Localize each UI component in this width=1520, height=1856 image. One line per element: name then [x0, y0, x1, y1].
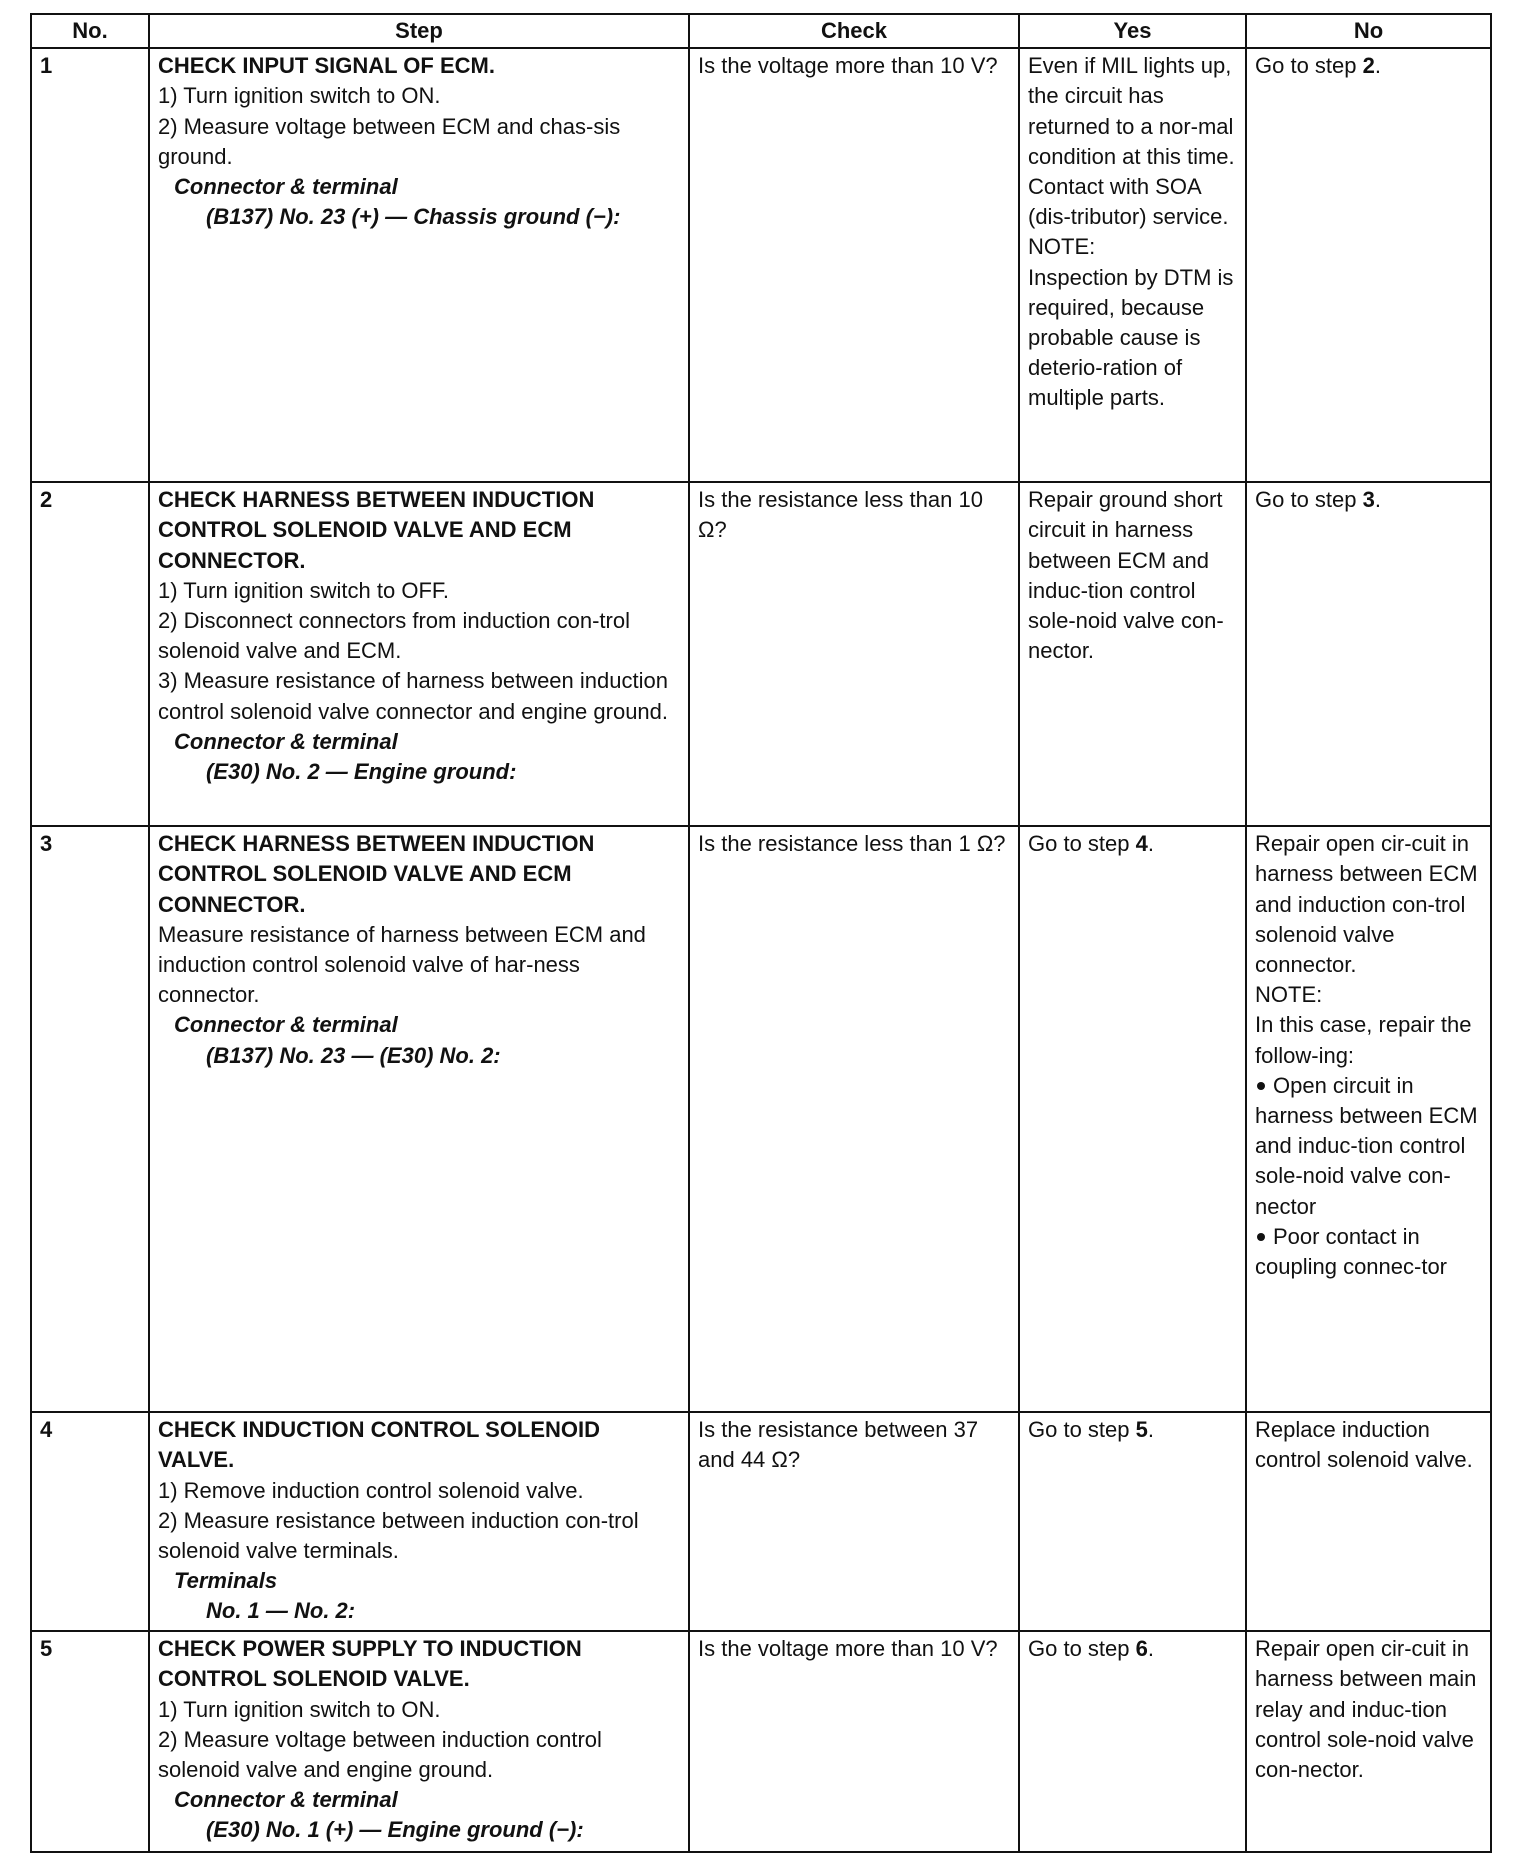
step-number: 2	[31, 482, 149, 826]
step-title: CHECK HARNESS BETWEEN INDUCTION CONTROL SOLENOID VALVE AND ECM CONNECTOR.	[158, 831, 595, 917]
no-cell	[1246, 482, 1491, 826]
bullet-icon	[1257, 1233, 1265, 1241]
no-text: Repair open cir-cuit in harness between main relay and induc-tion control sole-noid valve con-nector.	[1255, 1636, 1477, 1783]
no-suffix: .	[1374, 53, 1381, 79]
step-instruction: 1) Remove induction control solenoid valve.	[158, 1477, 584, 1503]
terminals-label: Terminals	[174, 1568, 278, 1594]
no-cell	[1246, 1412, 1491, 1631]
check-cell: Is the voltage more than 10 V?	[689, 48, 1019, 482]
yes-cell	[1019, 1631, 1246, 1852]
step-title: CHECK INPUT SIGNAL OF ECM.	[158, 53, 495, 79]
no-text: Go to step	[1255, 487, 1363, 513]
yes-cell	[1019, 48, 1246, 482]
step-instruction: 2) Measure voltage between ECM and chas-sis ground.	[158, 113, 621, 169]
connector-label: Connector & terminal	[174, 1787, 398, 1813]
step-instruction: 2) Measure voltage between induction control solenoid valve and engine ground.	[158, 1726, 602, 1783]
yes-text: Go to step	[1028, 1417, 1136, 1443]
step-number: 4	[31, 1412, 149, 1631]
step-instruction: Measure resistance of harness between ECM and induction control solenoid valve of har-ness connector.	[158, 921, 646, 1008]
yes-note-label: NOTE:	[1028, 234, 1096, 260]
step-reference: 3	[1362, 487, 1375, 513]
yes-text: Go to step	[1028, 831, 1136, 857]
connector-terminal: (E30) No. 2 — Engine ground:	[206, 759, 517, 785]
connector-label: Connector & terminal	[174, 1012, 398, 1038]
yes-text: Even if MIL lights up, the circuit has returned to a nor-mal condition at this time. Contact with SOA (dis-tributor) service.	[1028, 53, 1235, 230]
step-reference: 5	[1135, 1417, 1148, 1443]
bullet-item	[1255, 1222, 1482, 1282]
connector-terminal: (B137) No. 23 — (E30) No. 2:	[206, 1042, 501, 1068]
bullet-text: Open circuit in harness between ECM and induc-tion control sole-noid valve con-nector	[1255, 1072, 1478, 1219]
no-text: Replace induction control solenoid valve.	[1255, 1417, 1473, 1473]
step-instruction: 2) Measure resistance between induction con-trol solenoid valve terminals.	[158, 1507, 639, 1564]
table-row	[31, 1412, 1491, 1631]
yes-cell	[1019, 482, 1246, 826]
step-cell	[149, 1412, 689, 1631]
check-cell: Is the resistance between 37 and 44 Ω?	[689, 1412, 1019, 1631]
no-note-label: NOTE:	[1255, 982, 1323, 1008]
no-cell	[1246, 1631, 1491, 1852]
step-cell	[149, 482, 689, 826]
no-cell	[1246, 826, 1491, 1412]
step-title: CHECK HARNESS BETWEEN INDUCTION CONTROL SOLENOID VALVE AND ECM CONNECTOR.	[158, 487, 595, 573]
yes-cell	[1019, 1412, 1246, 1631]
step-cell	[149, 1631, 689, 1852]
yes-text: Go to step	[1028, 1636, 1136, 1662]
yes-suffix: .	[1147, 1417, 1154, 1443]
no-suffix: .	[1374, 487, 1381, 513]
yes-suffix: .	[1147, 1636, 1154, 1662]
no-note-text: In this case, repair the follow-ing:	[1255, 1012, 1472, 1068]
table-row	[31, 48, 1491, 482]
step-reference: 2	[1362, 53, 1375, 79]
table-row	[31, 826, 1491, 1412]
connector-label: Connector & terminal	[174, 728, 398, 754]
diagnostic-table	[30, 13, 1492, 1853]
bullet-text: Poor contact in coupling connec-tor	[1255, 1223, 1448, 1280]
header-step: Step	[149, 14, 689, 48]
step-instruction: 2) Disconnect connectors from induction con-trol solenoid valve and ECM.	[158, 608, 630, 664]
bullet-icon	[1257, 1082, 1265, 1090]
step-reference: 6	[1135, 1636, 1148, 1662]
step-instruction: 1) Turn ignition switch to OFF.	[158, 577, 449, 603]
header-check: Check	[689, 14, 1019, 48]
yes-cell	[1019, 826, 1246, 1412]
bullet-item	[1255, 1071, 1482, 1222]
table-row	[31, 482, 1491, 826]
yes-suffix: .	[1147, 831, 1154, 857]
step-cell	[149, 826, 689, 1412]
step-instruction: 1) Turn ignition switch to ON.	[158, 83, 441, 109]
no-text: Repair open cir-cuit in harness between ECM and induction con-trol solenoid valve connector.	[1255, 831, 1478, 978]
step-number: 3	[31, 826, 149, 1412]
no-text: Go to step	[1255, 53, 1363, 79]
no-cell	[1246, 48, 1491, 482]
yes-note-text: Inspection by DTM is required, because probable cause is deterio-ration of multiple parts.	[1028, 264, 1234, 411]
header-no: No.	[31, 14, 149, 48]
connector-label: Connector & terminal	[174, 174, 398, 200]
table-header-row	[31, 14, 1491, 48]
connector-terminal: (E30) No. 1 (+) — Engine ground (−):	[206, 1817, 584, 1843]
step-number: 5	[31, 1631, 149, 1852]
check-cell: Is the voltage more than 10 V?	[689, 1631, 1019, 1852]
step-title: CHECK INDUCTION CONTROL SOLENOID VALVE.	[158, 1417, 601, 1473]
step-title: CHECK POWER SUPPLY TO INDUCTION CONTROL SOLENOID VALVE.	[158, 1636, 582, 1692]
check-cell: Is the resistance less than 1 Ω?	[689, 826, 1019, 1412]
connector-terminal: (B137) No. 23 (+) — Chassis ground (−):	[206, 204, 621, 230]
step-instruction: 3) Measure resistance of harness between induction control solenoid valve connector and engine ground.	[158, 668, 669, 724]
step-cell	[149, 48, 689, 482]
header-no-result: No	[1246, 14, 1491, 48]
step-number: 1	[31, 48, 149, 482]
table-row	[31, 1631, 1491, 1852]
step-reference: 4	[1135, 831, 1148, 857]
yes-text: Repair ground short circuit in harness between ECM and induc-tion control sole-noid valve con-nector.	[1028, 487, 1224, 664]
header-yes: Yes	[1019, 14, 1246, 48]
check-cell: Is the resistance less than 10 Ω?	[689, 482, 1019, 826]
connector-terminal: No. 1 — No. 2:	[206, 1598, 356, 1624]
step-instruction: 1) Turn ignition switch to ON.	[158, 1696, 441, 1722]
